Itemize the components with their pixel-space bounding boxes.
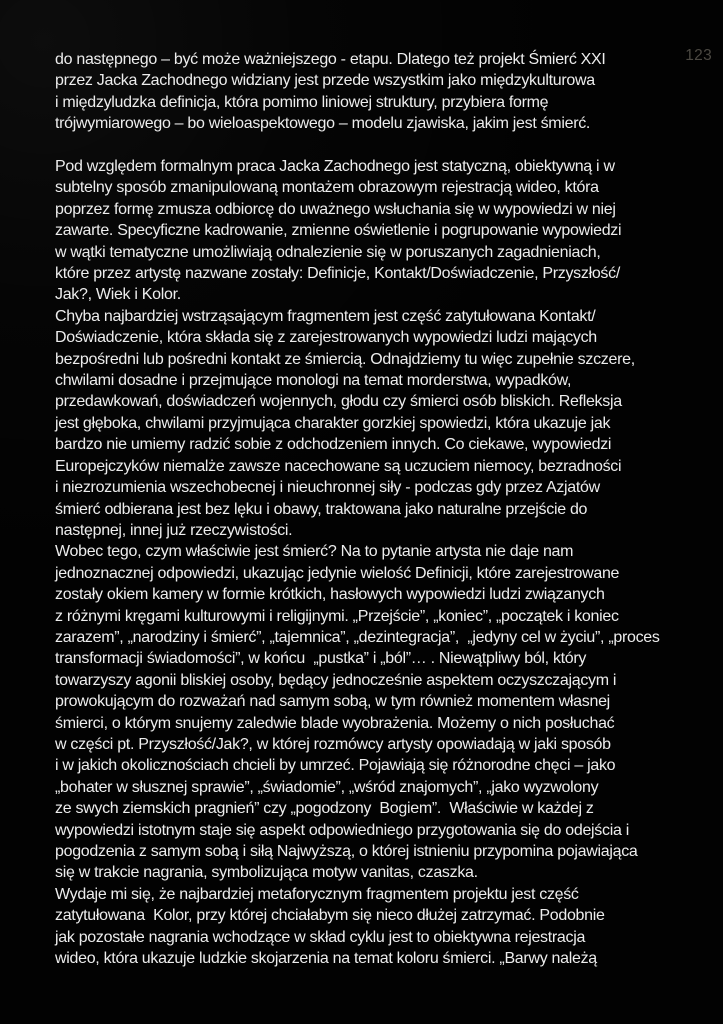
text-line: subtelny sposób zmanipulowaną montażem obrazowym rejestracją wideo, która: [55, 179, 599, 197]
text-line: przez Jacka Zachodnego widziany jest przede wszystkim jako międzykulturowa: [55, 72, 595, 90]
text-line: wypowiedzi istotnym staje się aspekt odpowiedniego przygotowania się do odejścia i: [55, 821, 629, 839]
text-line: i międzyludzka definicja, która pomimo liniowej struktury, przybiera formę: [55, 93, 549, 111]
text-line: z różnymi kręgami kulturowymi i religijnymi. „Przejście”, „koniec”, „początek i koniec: [55, 607, 619, 625]
text-line: Wobec tego, czym właściwie jest śmierć? Na to pytanie artysta nie daje nam: [55, 543, 574, 561]
text-line: w części pt. Przyszłość/Jak?, w której rozmówcy artysty opowiadają w jaki sposób: [55, 735, 611, 753]
text-line: Pod względem formalnym praca Jacka Zachodnego jest statyczną, obiektywną i w: [55, 158, 615, 176]
paragraph: [55, 884, 695, 970]
text-line: Europejczyków niemalże zawsze nacechowane są uczuciem niemocy, bezradności: [55, 457, 622, 475]
text-line: bardzo nie umiemy radzić sobie z odchodzeniem innych. Co ciekawe, wypowiedzi: [55, 436, 612, 454]
text-line: się w trakcie nagrania, symbolizująca motyw vanitas, czaszka.: [55, 864, 478, 882]
text-line: Doświadczenie, która składa się z zarejestrowanych wypowiedzi ludzi mających: [55, 329, 597, 347]
text-line: towarzyszy agonii bliskiej osoby, będący jednocześnie aspektem oczyszczającym i: [55, 671, 617, 689]
text-line: prowokującym do rozważań nad samym sobą, w tym również momentem własnej: [55, 693, 610, 711]
text-line: i w jakich okolicznościach chcieli by umrzeć. Pojawiają się różnorodne chęci – jako: [55, 757, 616, 775]
text-line: zawarte. Specyficzne kadrowanie, zmienne oświetlenie i pogrupowanie wypowiedzi: [55, 222, 622, 240]
text-line: ze swych ziemskich pragnień” czy „pogodzony Bogiem”. Właściwie w każdej z: [55, 800, 594, 818]
page-number: 123: [685, 47, 712, 64]
text-line: następnej, innej już rzeczywistości.: [55, 521, 293, 539]
text-line: wideo, która ukazuje ludzkie skojarzenia na temat koloru śmierci. „Barwy należą: [55, 950, 597, 968]
text-line: transformacji świadomości”, w końcu „pustka” i „ból”… . Niewątpliwy ból, który: [55, 650, 587, 668]
text-column: [55, 49, 695, 969]
text-line: przedawkowań, doświadczeń wojennych, głodu czy śmierci osób bliskich. Refleksja: [55, 393, 622, 411]
text-line: zostały okiem kamery w formie krótkich, hasłowych wypowiedzi ludzi związanych: [55, 586, 605, 604]
paragraph: [55, 541, 695, 884]
text-line: które przez artystę nazwane zostały: Definicje, Kontakt/Doświadczenie, Przyszłość/: [55, 265, 620, 283]
text-line: poprzez formę zmusza odbiorcę do uważnego wsłuchania się w wypowiedzi w niej: [55, 200, 616, 218]
text-line: w wątki tematyczne umożliwiają odnalezienie się w poruszanych zagadnieniach,: [55, 243, 601, 261]
text-line: chwilami dosadne i przejmujące monologi na temat morderstwa, wypadków,: [55, 372, 572, 390]
paragraph: [55, 49, 695, 135]
text-line: Jak?, Wiek i Kolor.: [55, 286, 181, 304]
text-line: śmierci, o którym snujemy zaledwie blade wyobrażenia. Możemy o nich posłuchać: [55, 714, 615, 732]
text-line: Chyba najbardziej wstrząsającym fragmentem jest część zatytułowana Kontakt/: [55, 307, 596, 325]
text-line: śmierć odbierana jest bez lęku i obawy, traktowana jako naturalne przejście do: [55, 500, 588, 518]
text-line: zarazem”, „narodziny i śmierć”, „tajemnica”, „dezintegracja”, „jedyny cel w życiu”, „proces: [55, 628, 660, 646]
text-line: i niezrozumienia wszechobecnej i nieuchronnej siły - podczas gdy przez Azjatów: [55, 479, 600, 497]
text-line: trójwymiarowego – bo wieloaspektowego – modelu zjawiska, jakim jest śmierć.: [55, 115, 591, 133]
text-line: jednoznacznej odpowiedzi, ukazując jedynie wielość Definicji, które zarejestrowane: [55, 564, 620, 582]
text-line: do następnego – być może ważniejszego - etapu. Dlatego też projekt Śmierć XXI: [55, 51, 606, 68]
paragraph: [55, 306, 695, 541]
text-line: pogodzenia z samym sobą i siłą Najwyższą, o której istnieniu przypomina pojawiająca: [55, 843, 638, 861]
text-line: Wydaje mi się, że najbardziej metaforycznym fragmentem projektu jest część: [55, 885, 579, 903]
text-line: bezpośredni lub pośredni kontakt ze śmiercią. Odnajdziemy tu więc zupełnie szczere,: [55, 350, 635, 368]
paragraph: [55, 156, 695, 306]
text-line: jest głęboka, chwilami przyjmująca charakter gorzkiej spowiedzi, która ukazuje jak: [55, 414, 611, 432]
text-line: „bohater w słusznej sprawie”, „świadomie”, „wśród znajomych”, „jako wyzwolony: [55, 778, 599, 796]
text-line: zatytułowana Kolor, przy której chciałabym się nieco dłużej zatrzymać. Podobnie: [55, 907, 605, 925]
text-line: jak pozostałe nagrania wchodzące w skład cyklu jest to obiektywna rejestracja: [55, 928, 586, 946]
